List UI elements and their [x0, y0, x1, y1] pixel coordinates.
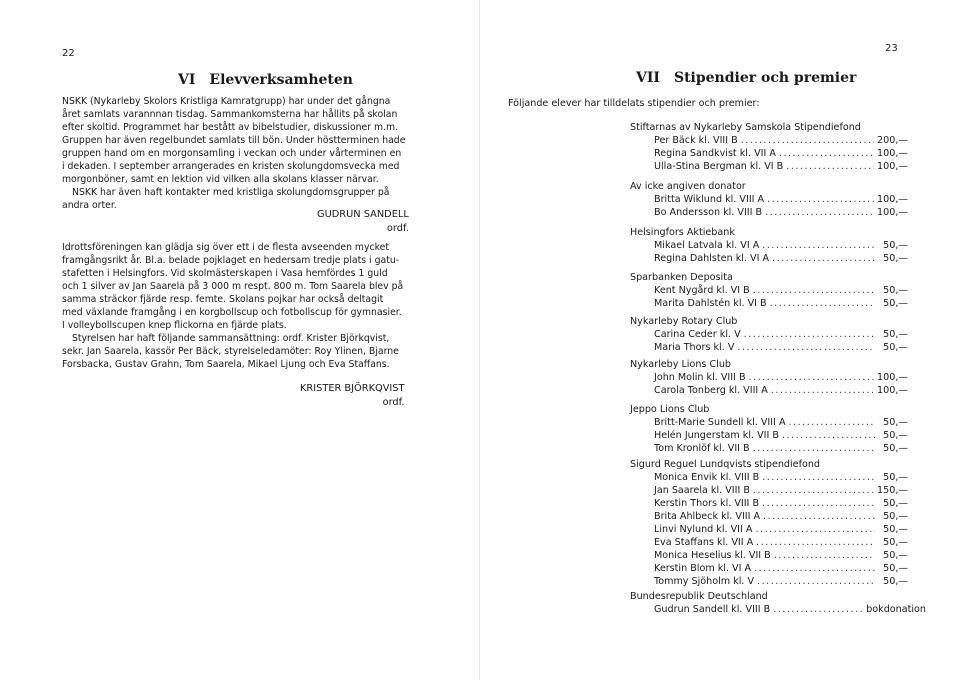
donor-name: Jeppo Lions Club	[630, 404, 710, 415]
text-line: Idrottsföreningen kan glädja sig över ett i de flesta avseenden mycket	[62, 242, 389, 253]
award-amount: 100,—	[877, 372, 908, 383]
text-line: i dekaden. I september arrangerades en kristen skolungdomsvecka med	[62, 161, 400, 172]
recipient-row	[630, 510, 908, 523]
scholarship-group	[630, 271, 908, 310]
recipient-row	[630, 252, 908, 265]
right-page	[480, 0, 960, 680]
recipient-name: Kent Nygård kl. VI B	[654, 285, 750, 296]
recipient-row	[630, 147, 908, 160]
award-amount: 50,—	[883, 253, 908, 264]
text-line: Gruppen har även regelbundet samlats till bön. Under höstterminen hade	[62, 135, 406, 146]
award-amount: 50,—	[883, 285, 908, 296]
award-amount: 50,—	[883, 537, 908, 548]
recipient-row	[630, 523, 908, 536]
text-line: andra orter.	[62, 200, 117, 211]
sports-paragraph	[62, 241, 403, 371]
award-amount: 50,—	[883, 563, 908, 574]
recipient-row	[630, 484, 908, 497]
chapter-number: VII	[636, 70, 660, 86]
recipient-name: Carola Tonberg kl. VIII A	[654, 385, 768, 396]
recipient-row	[630, 442, 908, 455]
recipient-row	[630, 284, 908, 297]
recipient-name: Ulla-Stina Bergman kl. VI B	[654, 161, 784, 172]
signature-title: ordf.	[386, 223, 409, 234]
text-line: framgångsrikt år. Bl.a. belade pojklaget en hedersam tredje plats i gatu-	[62, 255, 400, 266]
chapter-title: Elevverksamheten	[209, 72, 353, 88]
recipient-row	[630, 328, 908, 341]
award-amount: 150,—	[877, 485, 908, 496]
award-amount: 50,—	[883, 472, 908, 483]
text-line: NSKK (Nykarleby Skolors Kristliga Kamratgrupp) har under det gångna	[62, 96, 391, 107]
recipient-name: Eva Staffans kl. VII A	[654, 537, 754, 548]
scholarship-group	[630, 590, 926, 616]
recipient-row	[630, 134, 908, 147]
recipient-row	[630, 341, 908, 354]
donor-name: Av icke angiven donator	[630, 181, 746, 192]
recipient-row	[630, 497, 908, 510]
recipient-row	[630, 193, 908, 206]
recipient-name: Britt-Marie Sundell kl. VIII A	[654, 417, 786, 428]
signature-name: KRISTER BJÖRKQVIST	[300, 383, 405, 394]
recipient-row	[630, 371, 908, 384]
recipient-row	[630, 603, 926, 616]
signature-block	[300, 382, 405, 410]
scholarship-group	[630, 358, 908, 397]
signature-title: ordf.	[382, 397, 405, 408]
recipient-row	[630, 562, 908, 575]
recipient-row	[630, 239, 908, 252]
award-amount: 50,—	[883, 298, 908, 309]
scholarship-group	[630, 121, 908, 173]
recipient-name: Linvi Nylund kl. VII A	[654, 524, 753, 535]
award-amount: 50,—	[883, 511, 908, 522]
signature-block	[317, 208, 409, 236]
text-line: stafetten i Helsingfors. Vid skolmästerskapen i Vasa hemfördes 1 guld	[62, 268, 388, 279]
donor-name: Sparbanken Deposita	[630, 272, 733, 283]
recipient-name: Mikael Latvala kl. VI A	[654, 240, 760, 251]
chapter-number: VI	[178, 72, 196, 88]
donor-name: Sigurd Reguel Lundqvists stipendiefond	[630, 459, 821, 470]
recipient-name: Regina Sandkvist kl. VII A	[654, 148, 776, 159]
donor-name: Stiftarnas av Nykarleby Samskola Stipendiefond	[630, 122, 861, 133]
nskk-paragraph	[62, 95, 405, 212]
award-amount: 50,—	[883, 342, 908, 353]
recipient-row	[630, 206, 908, 219]
page-number: 22	[62, 48, 75, 59]
donor-name: Nykarleby Lions Club	[630, 359, 731, 370]
text-line: och 1 silver av Jan Saarela på 3 000 m respt. 800 m. Tom Saarela blev på	[62, 281, 404, 292]
award-amount: 100,—	[877, 385, 908, 396]
award-amount: 50,—	[883, 240, 908, 251]
donor-name: Bundesrepublik Deutschland	[630, 591, 768, 602]
text-line: gruppen hand om en morgonsamling i veckan och under vårterminen en	[62, 148, 402, 159]
recipient-name: Gudrun Sandell kl. VIII B	[654, 604, 771, 615]
recipient-name: Jan Saarela kl. VIII B	[654, 485, 750, 496]
scholarship-group	[630, 180, 908, 219]
donor-name: Nykarleby Rotary Club	[630, 316, 738, 327]
recipient-name: Tom Kronlöf kl. VII B	[654, 443, 750, 454]
recipient-name: Tommy Sjöholm kl. V	[654, 576, 755, 587]
text-line: sekr. Jan Saarela, kassör Per Bäck, styrelseledamöter: Roy Ylinen, Bjarne	[62, 346, 399, 357]
award-amount: 100,—	[877, 207, 908, 218]
recipient-name: Monica Heselius kl. VII B	[654, 550, 771, 561]
intro-text: Följande elever har tilldelats stipendier och premier:	[508, 98, 760, 109]
recipient-name: Britta Wiklund kl. VIII A	[654, 194, 765, 205]
text-line: året samlats varannnan tisdag. Sammankomsterna har hållits på skolan	[62, 109, 398, 120]
text-line: morgonböner, samt en lektion vid vilken alla skolans klasser närvar.	[62, 174, 379, 185]
award-amount: 50,—	[883, 498, 908, 509]
recipient-name: Carina Ceder kl. V	[654, 329, 741, 340]
chapter-title: Stipendier och premier	[673, 70, 857, 86]
scholarship-group	[630, 226, 908, 265]
signature-name: GUDRUN SANDELL	[317, 209, 409, 220]
recipient-name: Brita Ahlbeck kl. VIII A	[654, 511, 761, 522]
recipient-row	[630, 575, 908, 588]
recipient-name: Monica Envik kl. VIII B	[654, 472, 760, 483]
recipient-name: Per Bäck kl. VIII B	[654, 135, 738, 146]
award-amount: 100,—	[877, 148, 908, 159]
scholarship-group	[630, 403, 908, 455]
recipient-row	[630, 297, 908, 310]
recipient-name: Kerstin Thors kl. VIII B	[654, 498, 760, 509]
award-amount: 200,—	[877, 135, 908, 146]
recipient-name: John Molin kl. VIII B	[654, 372, 746, 383]
page-number: 23	[885, 43, 898, 54]
award-amount: bokdonation	[866, 604, 926, 615]
recipient-row	[630, 160, 908, 173]
recipient-row	[630, 416, 908, 429]
award-amount: 100,—	[877, 161, 908, 172]
award-amount: 50,—	[883, 443, 908, 454]
recipient-name: Marita Dahlstén kl. VI B	[654, 298, 767, 309]
text-line: med växlande framgång i en korgbollscup och fotbollscup för gymnasier.	[62, 307, 402, 318]
award-amount: 50,—	[883, 430, 908, 441]
recipient-name: Regina Dahlsten kl. VI A	[654, 253, 770, 264]
recipient-row	[630, 471, 908, 484]
award-amount: 50,—	[883, 576, 908, 587]
award-amount: 50,—	[883, 524, 908, 535]
recipient-name: Helén Jungerstam kl. VII B	[654, 430, 779, 441]
text-line: Forsbacka, Gustav Grahn, Tom Saarela, Mikael Ljung och Eva Staffans.	[62, 359, 390, 370]
recipient-row	[630, 429, 908, 442]
text-line: I volleybollscupen knep flickorna en fjärde plats.	[62, 320, 287, 331]
award-amount: 100,—	[877, 194, 908, 205]
text-line: samma sträckor fjärde resp. femte. Skolans pojkar har också deltagit	[62, 294, 384, 305]
donor-name: Helsingfors Aktiebank	[630, 227, 735, 238]
recipient-name: Maria Thors kl. V	[654, 342, 735, 353]
recipient-row	[630, 549, 908, 562]
text-line: efter skoltid. Programmet har bestått av bibelstudier, diskussioner m.m.	[62, 122, 399, 133]
recipient-row	[630, 384, 908, 397]
chapter-heading	[636, 70, 856, 86]
award-amount: 50,—	[883, 417, 908, 428]
recipient-row	[630, 536, 908, 549]
recipient-name: Kerstin Blom kl. VI A	[654, 563, 752, 574]
scholarship-group	[630, 315, 908, 354]
award-amount: 50,—	[883, 550, 908, 561]
text-line: Styrelsen har haft följande sammansättning: ordf. Krister Björkqvist,	[72, 333, 390, 344]
recipient-name: Bo Andersson kl. VIII B	[654, 207, 763, 218]
text-line: NSKK har även haft kontakter med kristliga skolungdomsgrupper på	[72, 187, 390, 198]
award-amount: 50,—	[883, 329, 908, 340]
scholarship-group	[630, 458, 908, 588]
chapter-heading	[178, 72, 353, 88]
